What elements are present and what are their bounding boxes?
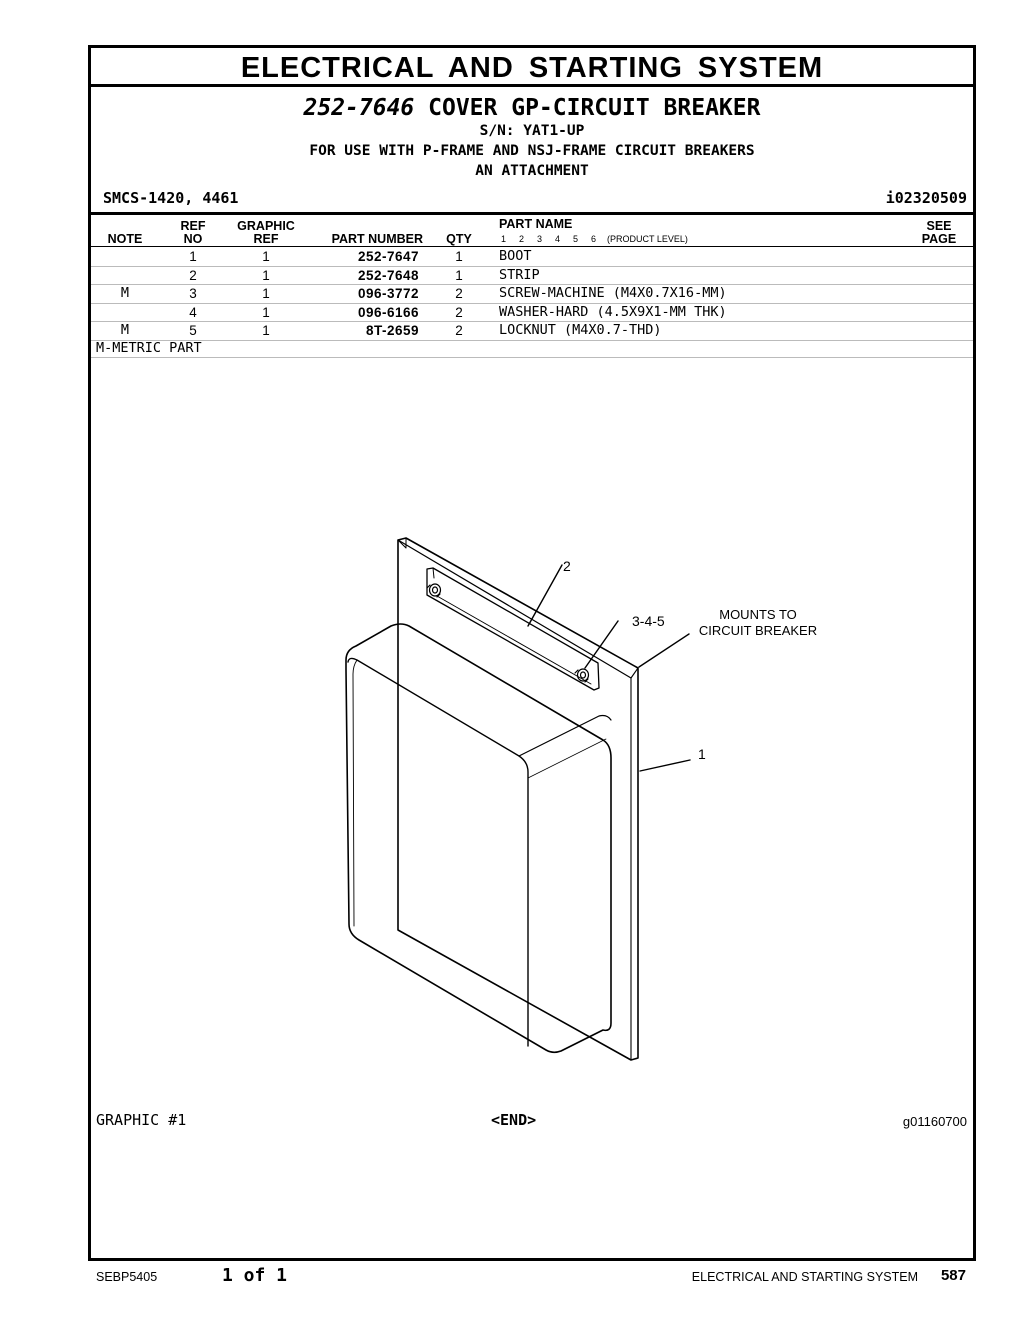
col-part-number: PART NUMBER	[331, 232, 423, 246]
product-level-label: (PRODUCT LEVEL)	[607, 234, 688, 244]
attachment-note: AN ATTACHMENT	[475, 163, 589, 179]
serial-range: S/N: YAT1-UP	[479, 123, 585, 139]
row-qty: 2	[455, 304, 463, 320]
row-graphic-ref: 1	[262, 304, 270, 320]
graphic-label: GRAPHIC #1	[96, 1111, 187, 1129]
section-title: ELECTRICAL AND STARTING SYSTEM	[240, 52, 824, 84]
callout-345: 3-4-5	[632, 613, 665, 629]
footer-section-title: ELECTRICAL AND STARTING SYSTEM	[691, 1270, 918, 1284]
graphic-code: g01160700	[902, 1114, 967, 1129]
col-note: NOTE	[107, 232, 143, 246]
row-ref: 3	[189, 286, 197, 301]
leader-1	[640, 760, 690, 771]
row-graphic-ref: 1	[262, 286, 270, 301]
usage-note: FOR USE WITH P-FRAME AND NSJ-FRAME CIRCUIT BREAKERS	[309, 143, 755, 159]
level-3: 3	[537, 234, 543, 244]
mount-note-line-2: CIRCUIT BREAKER	[698, 623, 818, 638]
col-see-bottom: PAGE	[921, 232, 957, 246]
col-ref-top: REF	[180, 219, 206, 233]
col-ref-bottom: NO	[183, 232, 203, 246]
leader-mounts	[639, 634, 689, 667]
row-ref: 5	[189, 323, 197, 338]
level-1: 1	[501, 234, 507, 244]
parts-illustration	[91, 48, 973, 1258]
row-graphic-ref: 1	[262, 323, 270, 338]
level-6: 6	[591, 234, 597, 244]
row-part-number: 096-6166	[357, 304, 419, 320]
footer-page-count: 1 of 1	[222, 1265, 288, 1286]
col-part-name: PART NAME	[499, 217, 573, 231]
row-part-name: BOOT	[499, 248, 532, 264]
boot-cover	[346, 624, 611, 1052]
row-qty: 1	[455, 267, 463, 283]
page-frame	[88, 45, 976, 1261]
level-2: 2	[519, 234, 525, 244]
mount-note-line-1: MOUNTS TO	[719, 607, 797, 622]
footer-page-number: 587	[940, 1267, 966, 1284]
row-part-name: STRIP	[499, 266, 540, 283]
callout-2: 2	[563, 558, 571, 574]
row-part-name: SCREW-MACHINE (M4X0.7X16-MM)	[499, 285, 727, 301]
callout-1: 1	[698, 746, 706, 762]
metric-footnote: M-METRIC PART	[96, 340, 202, 356]
smcs-code: SMCS-1420, 4461	[103, 189, 239, 207]
row-graphic-ref: 1	[262, 249, 270, 264]
row-part-name: WASHER-HARD (4.5X9X1-MM THK)	[499, 303, 727, 320]
footer-document-number: SEBP5405	[96, 1270, 158, 1284]
row-ref: 4	[189, 304, 197, 320]
row-note: M	[120, 322, 130, 338]
col-graphic-top: GRAPHIC	[237, 219, 295, 233]
row-part-number: 096-3772	[357, 286, 419, 301]
row-ref: 1	[189, 249, 197, 264]
strip	[427, 568, 599, 690]
row-part-number: 252-7647	[357, 249, 419, 264]
group-name: COVER GP-CIRCUIT BREAKER	[428, 95, 761, 121]
row-graphic-ref: 1	[262, 267, 270, 283]
group-part-number: 252-7646	[303, 95, 415, 121]
row-note: M	[120, 285, 130, 301]
level-5: 5	[573, 234, 579, 244]
screw-upper	[427, 584, 441, 597]
row-part-number: 8T-2659	[365, 323, 419, 338]
level-4: 4	[555, 234, 561, 244]
row-part-name: LOCKNUT (M4X0.7-THD)	[499, 322, 662, 338]
col-see-top: SEE	[926, 219, 952, 233]
end-marker: <END>	[491, 1111, 537, 1129]
illustration-id: i02320509	[885, 189, 967, 207]
row-part-number: 252-7648	[357, 267, 419, 283]
col-qty: QTY	[446, 232, 472, 246]
row-qty: 2	[455, 286, 463, 301]
row-qty: 2	[455, 323, 463, 338]
col-graphic-bottom: REF	[253, 232, 279, 246]
row-qty: 1	[455, 249, 463, 264]
leader-2	[528, 565, 562, 626]
row-ref: 2	[189, 267, 197, 283]
